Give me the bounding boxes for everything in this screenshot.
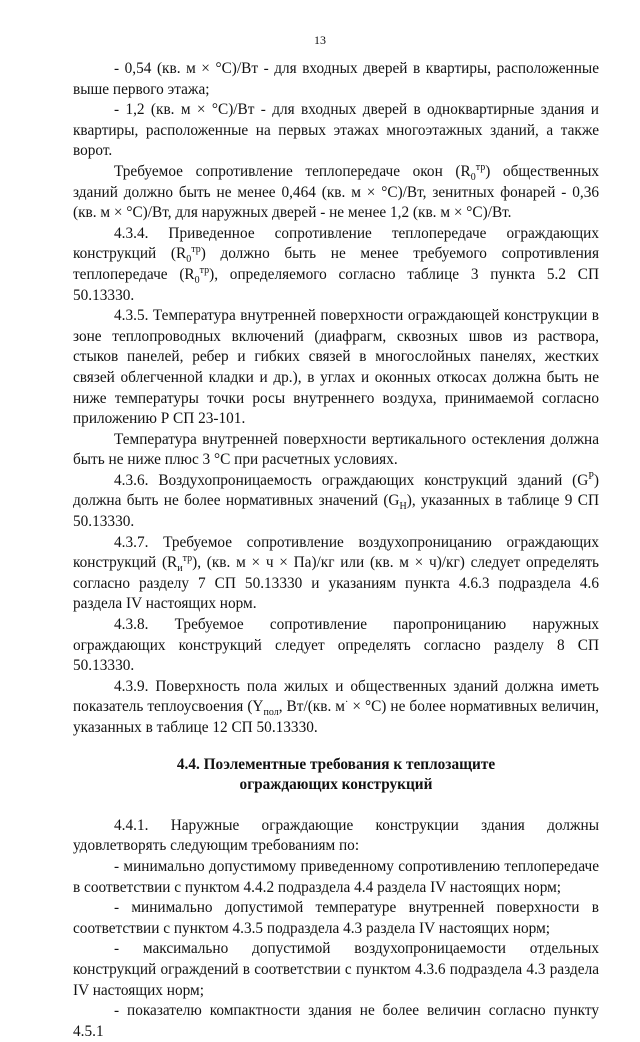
- text-segment: , Вт/(кв. м: [278, 698, 345, 716]
- superscript: ·: [344, 697, 349, 709]
- text-segment: Требуемое сопротивление теплопередаче окон (R: [114, 162, 471, 180]
- text-segment: ) должна быть не более нормативных значений (G: [73, 471, 599, 510]
- list-item: - показателю компактности здания не более величин согласно пункту 4.5.1: [73, 1002, 599, 1040]
- section-heading-line-1: 4.4. Поэлементные требования к теплозащите: [176, 755, 496, 773]
- superscript: тр: [199, 264, 210, 276]
- superscript: тр: [475, 161, 486, 173]
- subscript: пол: [263, 707, 279, 719]
- paragraph-4-3-5: 4.3.5. Температура внутренней поверхности ограждающей конструкции в зоне теплопроводных включений (диафрагм, сквозных швов из раствора, стыков панелей, ребер и гибких связей в многослойных панелях, жестких связей облегченной кладки и др.), в углах и оконных откосах должна быть не ниже температуры точки росы внутреннего воздуха, принимаемой согласно приложению Р СП 23-101.: [73, 307, 599, 428]
- subscript: 0: [470, 172, 476, 184]
- text-segment: 4.3.9. Поверхность пола жилых и общественных зданий должна иметь показатель теплоусвоения (Y: [73, 677, 599, 716]
- superscript: тр: [191, 244, 201, 256]
- text-segment: ), указанных в таблице 9 СП 50.13330.: [73, 492, 599, 531]
- subscript: и: [177, 563, 183, 575]
- text-segment: 4.3.4. Приведенное сопротивление теплопередаче ограждающих конструкций (R: [73, 224, 599, 263]
- paragraph-4-3-9: [73, 677, 599, 739]
- paragraph-door-12: - 1,2 (кв. м × °С)/Вт - для входных дверей в одноквартирные здания и квартиры, расположенные на первых этажах многоэтажных зданий, а также ворот.: [73, 101, 599, 160]
- list-item: - минимально допустимому приведенному сопротивлению теплопередаче в соответствии с пунктом 4.4.2 подраздела 4.4 раздела IV настоящих норм;: [73, 857, 599, 896]
- paragraph-4-3-7: [73, 533, 599, 615]
- list-item: - максимально допустимой воздухопроницаемости отдельных конструкций ограждений в соответствии с пунктом 4.3.6 подраздела 4.3 раздела IV настоящих норм;: [73, 940, 599, 999]
- superscript: тр: [182, 553, 193, 565]
- paragraph-door-054: - 0,54 (кв. м × °С)/Вт - для входных дверей в квартиры, расположенные выше первого этажа;: [73, 60, 599, 98]
- page-number: 13: [314, 33, 326, 47]
- text-segment: ) общественных зданий должно быть не менее 0,464 (кв. м × °С)/Вт, зенитных фонарей - 0,36 (кв. м × °С)/Вт, для наружных дверей - не менее 1,2 (кв. м × °С)/Вт.: [73, 162, 600, 222]
- superscript: P: [588, 470, 594, 482]
- text-segment: × °С) не более нормативных величин, указанных в таблице 12 СП 50.13330.: [73, 698, 599, 736]
- subscript: Н: [399, 501, 407, 513]
- subscript: 0: [194, 274, 200, 286]
- section-heading: [73, 755, 599, 796]
- text-segment: ), определяемого согласно таблице 3 пункта 5.2 СП 50.13330.: [73, 265, 599, 304]
- subscript: 0: [186, 254, 192, 266]
- paragraph-4-4-1: 4.4.1. Наружные ограждающие конструкции здания должны удовлетворять следующим требованиям по:: [73, 816, 599, 855]
- text-segment: ), (кв. м × ч × Па)/кг или (кв. м × ч)/кг) следует определять согласно разделу 7 СП 50.13330 и указаниям пункта 4.6.3 подраздела 4.6 раздела IV настоящих норм.: [73, 554, 599, 613]
- paragraph-4-3-8: 4.3.8. Требуемое сопротивление паропроницанию наружных ограждающих конструкций следует определять согласно разделу 8 СП 50.13330.: [73, 616, 599, 675]
- text-segment: 4.3.7. Требуемое сопротивление воздухопроницанию ограждающих конструкций (R: [73, 533, 599, 572]
- paragraph-windows-resistance: [73, 162, 599, 224]
- section-heading-line-2: ограждающих конструкций: [239, 776, 433, 794]
- paragraph-4-3-4: [73, 224, 599, 306]
- paragraph-vertical-glazing: Температура внутренней поверхности вертикального остекления должна быть не ниже плюс 3 °С при расчетных условиях.: [73, 430, 599, 469]
- paragraph-4-3-6: [73, 471, 599, 533]
- document-body: [73, 59, 599, 1042]
- text-segment: ) должно быть не менее требуемого сопротивления теплопередаче (R: [73, 245, 600, 283]
- list-item: - минимально допустимой температуре внутренней поверхности в соответствии с пунктом 4.3.5 подраздела 4.3 раздела IV настоящих норм;: [73, 899, 599, 937]
- text-segment: 4.3.6. Воздухопроницаемость ограждающих конструкций зданий (G: [114, 471, 589, 489]
